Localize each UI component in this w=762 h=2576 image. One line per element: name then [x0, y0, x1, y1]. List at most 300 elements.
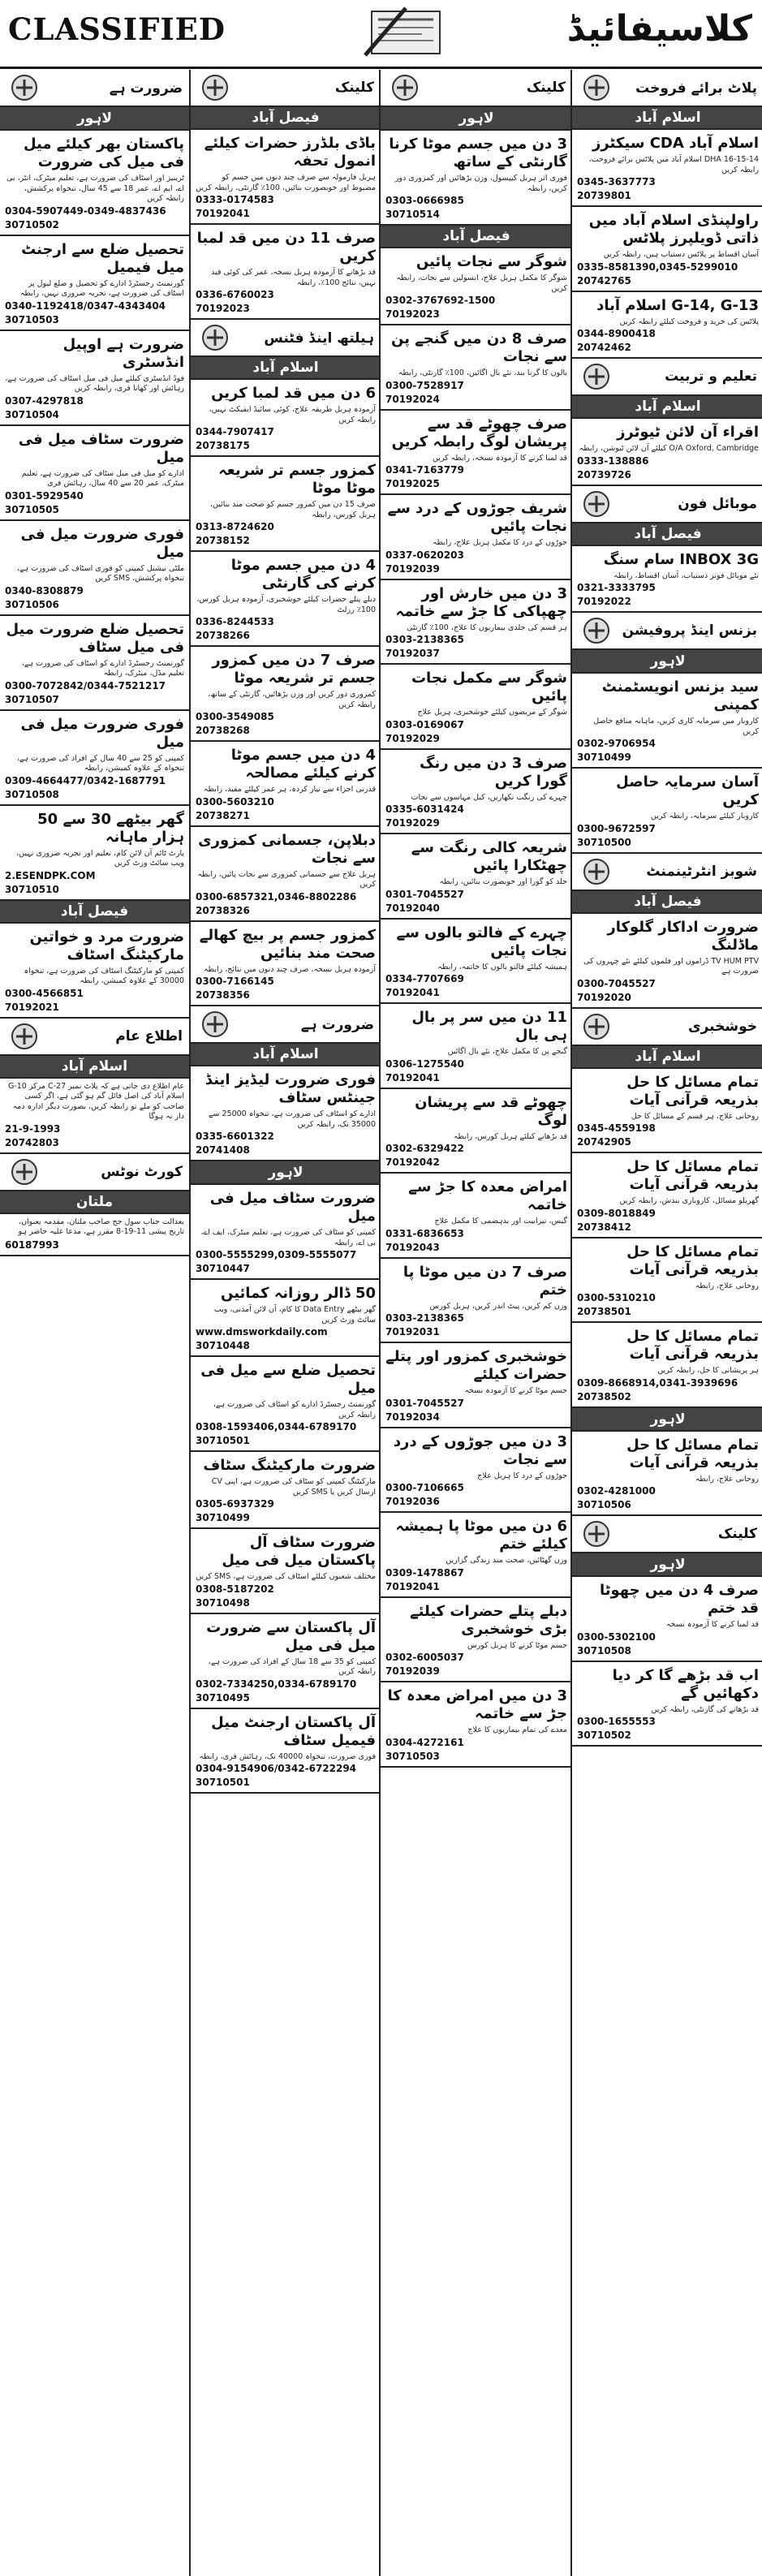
ad-phone: 0301-7045527 — [385, 888, 464, 900]
hiring-icon — [6, 72, 42, 103]
ad-headline: G-14, G-13 اسلام آباد — [596, 296, 759, 314]
ad-body: پارٹ ٹائم آن لائن کام، تعلیم اور تجربہ ضروری نہیں، ویب سائٹ وزٹ کریں — [16, 848, 184, 868]
classified-ad — [191, 1357, 381, 1452]
ad-headline: 4 دن میں جسم موٹا کرنے کیلئے مصالحہ — [230, 747, 376, 782]
ad-code: 20742803 — [5, 1136, 59, 1148]
ad-body: آسان اقساط پر پلاٹس دستیاب ہیں، رابطہ کریں — [603, 250, 759, 259]
section-title: بزنس اینڈ پروفیشن — [622, 622, 757, 639]
city-header: فیصل آباد — [572, 891, 762, 914]
ad-headline: تمام مسائل کا حل بذریعہ قرآنی آیات — [626, 1073, 759, 1109]
ad-headline: دبلے پتلے حضرات کیلئے بڑی خوشخبری — [410, 1602, 567, 1638]
ad-headline: راولپنڈی اسلام آباد میں ذاتی ڈویلپرز پلاٹس — [588, 212, 759, 247]
ad-headline: شریعہ کالی رنگت سے چھٹکارا پائیں — [411, 839, 567, 874]
ad-body: گیس، تیزابیت اور بدہضمی کا مکمل علاج — [434, 1217, 567, 1226]
ad-body: گورنمنٹ رجسٹرڈ ادارے کو اسٹاف کی ضرورت ہے، تعلیم مڈل، میٹرک، رابطہ — [21, 658, 184, 678]
education-icon — [579, 361, 614, 392]
ad-headline: اب قد بڑھے گا کر دیا دکھائیں گے — [612, 1666, 759, 1702]
classified-ad — [572, 292, 762, 360]
section-title: کورٹ نوٹس — [101, 1163, 183, 1180]
ad-phone: 0335-8581390,0345-5299010 — [577, 261, 738, 273]
columns — [0, 70, 762, 2576]
ad-body: بعدالت جناب سول جج صاحب ملتان، مقدمہ بعنوان، تاریخ پیشی 11-19-8 مقرر ہے، مدعا علیہ حاضر ہو — [18, 1217, 184, 1236]
ad-headline: پاکستان بھر کیلئے میل فی میل کی ضرورت — [23, 136, 184, 170]
ad-headline: 50 ڈالر روزانہ کمائیں — [221, 1285, 376, 1302]
ad-headline: سید بزنس انویسٹمنٹ کمپنی — [601, 678, 759, 713]
classified-ad — [381, 1259, 572, 1344]
ad-headline: شریف جوڑوں کے درد سے نجات پائیں — [387, 500, 567, 535]
ad-phone: 0300-6857321,0346-8802286 — [196, 890, 357, 902]
section-band — [572, 1516, 762, 1553]
ad-body: شوگر کا مکمل ہربل علاج، انسولین سے نجات، رابطہ کریں — [396, 274, 567, 293]
classified-ad — [0, 1079, 189, 1154]
ad-phone: 0333-0174583 — [196, 194, 274, 205]
ad-headline: 6 دن میں قد لمبا کریں — [211, 385, 376, 402]
ad-phone: 0300-5555299,0309-5555077 — [196, 1249, 357, 1260]
ad-headline: 11 دن میں سر پر بال ہی بال — [411, 1009, 567, 1044]
ad-headline: تحصیل ضلع سے میل فی میل — [200, 1362, 376, 1397]
ad-headline: شوگر سے مکمل نجات پائیں — [411, 670, 567, 704]
ad-code: 70192022 — [577, 596, 631, 607]
section-band — [191, 70, 381, 107]
for-sale-icon — [579, 72, 614, 103]
section-title: پلاٹ برائے فروخت — [635, 80, 757, 97]
section-title: شوبز انٹرٹینمنٹ — [646, 863, 757, 880]
city-header: لاہور — [381, 107, 572, 131]
ad-body: مارکیٹنگ کمپنی کو سٹاف کی ضرورت ہے، اپنی CV ارسال کریں یا SMS کریں — [211, 1477, 376, 1497]
ad-phone: 0303-0666985 — [385, 195, 464, 206]
ad-headline: تحصیل ضلع سے ارجنٹ میل فیمیل — [21, 240, 184, 276]
classified-ad — [191, 647, 381, 742]
ad-headline: خوشخبری کمزور اور پتلے حضرات کیلئے — [385, 1348, 567, 1383]
ad-body: فوری اثر ہربل کیپسول، وزن بڑھائیں اور کمزوری دور کریں، رابطہ — [394, 174, 567, 193]
classified-ad — [381, 1682, 572, 1768]
ad-phone: 0300-1655553 — [577, 1716, 656, 1727]
ad-body: کاروبار میں سرمایہ کاری کریں، ماہانہ منافع حاصل کریں — [593, 717, 759, 736]
classified-ad — [381, 1513, 572, 1598]
ad-phone: 0333-138886 — [577, 454, 649, 467]
ad-body: وزن کم کریں، پیٹ اندر کریں، ہربل کورس — [429, 1301, 567, 1311]
ad-phone: 0300-5603210 — [196, 795, 274, 808]
ad-headline: صرف 3 دن میں رنگ گورا کریں — [420, 754, 567, 790]
ad-code: 30710510 — [5, 883, 59, 895]
ad-body: قد بڑھانے کا آزمودہ ہربل نسخہ، عمر کی کوئی قید نہیں، نتائج 100٪، رابطہ — [211, 268, 376, 287]
ad-body: ادارے کو میل فی میل سٹاف کی ضرورت ہے، تعلیم میٹرک، عمر 20 سے 40 سال، رہائش فری — [21, 468, 184, 488]
ad-phone: 0309-1478867 — [385, 1566, 464, 1579]
ad-phone: 0313-8724620 — [196, 521, 274, 532]
classified-ad — [191, 1066, 381, 1161]
column-4 — [570, 70, 762, 2576]
ad-code: 60187993 — [5, 1238, 59, 1251]
section-band — [0, 70, 189, 107]
ad-code: 30710499 — [577, 752, 631, 763]
fitness-icon — [197, 322, 233, 353]
ad-headline: INBOX 3G سام سنگ — [603, 550, 759, 568]
ad-phone: 21-9-1993 — [5, 1122, 61, 1135]
ad-headline: آسان سرمایہ حاصل کریں — [616, 773, 759, 808]
ad-code: 70192029 — [385, 732, 440, 744]
classified-ad — [381, 665, 572, 750]
ad-body: ٹرینیز اور اسٹاف کی ضرورت ہے، تعلیم میٹرک، انٹر، بی اے، ایم اے، عمر 18 سے 45 سال، تنخواہ پرکشش، رابطہ کریں — [6, 174, 184, 203]
ad-phone: 0336-8244533 — [196, 616, 274, 627]
ad-body: ہر قسم کی جلدی بیماریوں کا علاج، 100٪ گارنٹی — [407, 622, 567, 632]
masthead-title-en: CLASSIFIED — [8, 11, 226, 47]
good-news-icon — [579, 1011, 614, 1042]
classified-ad — [572, 130, 762, 207]
ad-phone: 0302-7334250,0334-6789170 — [196, 1678, 357, 1690]
ad-code: 30710505 — [5, 503, 59, 515]
section-band — [572, 359, 762, 396]
ad-body: جسم موٹا کرنے کا ہربل کورس — [467, 1640, 567, 1650]
ad-code: 30710500 — [577, 836, 631, 848]
ad-headline: چھوٹے قد سے پریشان لوگ — [415, 1093, 567, 1129]
ad-code: 30710514 — [385, 209, 440, 220]
ad-code: 30710504 — [5, 408, 59, 420]
ad-headline: 3 دن میں جوڑوں کے درد سے نجات — [393, 1432, 567, 1468]
ad-code: 70192043 — [385, 1241, 440, 1253]
ad-body: TV HUM PTV ڈراموں اور فلموں کیلئے نئے چہروں کی ضرورت ہے — [583, 956, 759, 976]
ad-headline: کمزور جسم تر شریعہ موٹا موٹا — [218, 462, 376, 497]
section-title: خوشخبری — [688, 1018, 757, 1035]
ad-code: 20738326 — [196, 904, 250, 916]
ad-code: 30710501 — [196, 1435, 250, 1446]
hiring-icon — [197, 1009, 233, 1040]
classified-ad — [381, 1598, 572, 1683]
ad-headline: فوری ضرورت لیڈیز اینڈ جینٹس سٹاف — [204, 1071, 376, 1106]
ad-phone: 0300-5302100 — [577, 1630, 656, 1643]
ad-code: 70192042 — [385, 1157, 440, 1168]
ad-code: 30710506 — [5, 598, 59, 610]
ad-code: 20738152 — [196, 535, 250, 546]
ad-phone: 0300-7106665 — [385, 1482, 464, 1493]
section-title: ہیلتھ اینڈ فٹنس — [264, 330, 374, 347]
ad-body: کاروبار کیلئے سرمایہ، رابطہ کریں — [650, 812, 759, 821]
classified-ad — [191, 552, 381, 647]
section-band — [572, 1009, 762, 1046]
ad-body: کمپنی کو سٹاف کی ضرورت ہے، تعلیم میٹرک، ایف اے، بی اے، رابطہ — [200, 1228, 376, 1247]
ad-headline: فوری ضرورت میل فی میل — [20, 715, 184, 751]
ad-phone: 0337-0620203 — [385, 549, 464, 561]
ad-code: 70192041 — [385, 987, 440, 998]
classified-ad — [191, 1529, 381, 1614]
city-header: اسلام آباد — [191, 1044, 381, 1066]
classified-ad — [191, 1614, 381, 1709]
ad-headline: صرف 11 دن میں قد لمبا کریں — [196, 230, 376, 265]
ad-code: 70192041 — [385, 1071, 440, 1083]
ad-headline: اسلام آباد CDA سیکٹرز — [592, 135, 759, 152]
ad-code: 70192031 — [385, 1326, 440, 1338]
city-header: اسلام آباد — [572, 107, 762, 130]
ad-headline: فوری ضرورت میل فی میل — [20, 525, 184, 561]
ad-code: 30710506 — [577, 1499, 631, 1510]
business-icon — [579, 615, 614, 646]
ad-headline: تمام مسائل کا حل بذریعہ قرآنی آیات — [626, 1328, 759, 1363]
ad-code: 20738175 — [196, 440, 250, 451]
ad-code: 30710501 — [196, 1777, 250, 1788]
ad-body: ہر پریشانی کا حل، رابطہ کریں — [657, 1366, 759, 1375]
ad-phone: 0300-5310210 — [577, 1292, 656, 1303]
ad-headline: باڈی بلڈرز حضرات کیلئے انمول تحفہ — [204, 135, 376, 170]
ad-body: روحانی علاج، رابطہ — [695, 1474, 759, 1484]
ad-body: آزمودہ ہربل طریقہ علاج، کوئی سائیڈ ایفیکٹ نہیں، رابطہ کریں — [209, 405, 376, 424]
ad-code: 30710502 — [5, 218, 59, 230]
classified-ad — [572, 1069, 762, 1154]
classified-ad — [381, 1089, 572, 1174]
city-header: فیصل آباد — [572, 523, 762, 546]
ad-phone: 0306-1275540 — [385, 1058, 464, 1070]
ad-headline: ضرورت سٹاف آل پاکستان میل فی میل — [222, 1534, 376, 1569]
ad-body: ادارے کو اسٹاف کی ضرورت ہے، تنخواہ 25000 سے 35000 تک، رابطہ کریں — [208, 1109, 376, 1129]
ad-headline: 3 دن میں جسم موٹا کرنا گارنٹی کے ساتھ — [389, 136, 567, 170]
ad-body: جوڑوں کے درد کا ہربل علاج — [477, 1471, 567, 1480]
ad-headline: امراض معدہ کا جڑ سے خاتمہ — [408, 1178, 567, 1213]
classified-ad — [572, 419, 762, 486]
city-header: لاہور — [572, 650, 762, 674]
city-header: فیصل آباد — [381, 226, 572, 248]
classified-ad — [191, 922, 381, 1007]
classified-ad — [572, 769, 762, 854]
city-header: اسلام آباد — [572, 1046, 762, 1069]
ad-body: آزمودہ ہربل نسخہ، صرف چند دنوں میں نتائج، رابطہ — [203, 964, 376, 974]
ad-code: 70192025 — [385, 478, 440, 489]
ad-headline: تمام مسائل کا حل بذریعہ قرآنی آیات — [626, 1243, 759, 1278]
ad-body: فوری ضرورت، تنخواہ 40000 تک، رہائش فری، رابطہ — [199, 1751, 376, 1761]
city-header: اسلام آباد — [0, 1056, 189, 1079]
ad-headline: ضرورت اداکار گلوکار ماڈلنگ — [607, 918, 759, 954]
ad-phone: 2.ESENDPK.COM — [5, 869, 96, 881]
ad-code: 70192036 — [385, 1496, 440, 1507]
classified-ad — [572, 1432, 762, 1517]
ad-body: ملٹی نیشنل کمپنی کو فوری اسٹاف کی ضرورت ہے، تنخواہ پرکشش، SMS کریں — [16, 563, 184, 583]
ad-headline: چہرے کے فالتو بالوں سے نجات پائیں — [396, 924, 567, 959]
ad-phone: 0305-6937329 — [196, 1498, 274, 1510]
ad-phone: 0335-6601322 — [196, 1131, 274, 1142]
masthead-title-ur: کلاسیفائیڈ — [566, 8, 752, 50]
ad-code: 20742765 — [577, 274, 631, 286]
ad-body: نئے موبائل فونز دستیاب، آسان اقساط، رابطہ — [613, 571, 759, 580]
classified-ad — [381, 750, 572, 835]
ad-phone: 0308-1593406,0344-6789170 — [196, 1421, 357, 1432]
ad-headline: 3 دن میں امراض معدہ کا جڑ سے خاتمہ — [387, 1687, 567, 1722]
classified-ad — [191, 225, 381, 320]
section-title: ضرورت ہے — [300, 1016, 374, 1033]
classified-ad — [381, 495, 572, 580]
ad-headline: اقراء آن لائن ٹیوٹرز — [617, 424, 759, 441]
ad-headline: تمام مسائل کا حل بذریعہ قرآنی آیات — [626, 1158, 759, 1193]
ad-code: 70192041 — [196, 208, 250, 219]
ad-phone: 0300-7166145 — [196, 976, 274, 987]
ad-headline: 3 دن میں خارش اور چھپاکی کا جڑ سے خاتمہ — [395, 584, 567, 620]
classified-ad — [381, 248, 572, 325]
ad-code: 30710448 — [196, 1340, 250, 1351]
classified-ad — [191, 1185, 381, 1280]
classified-ad — [0, 806, 189, 901]
classified-ad — [381, 834, 572, 920]
city-header: فیصل آباد — [191, 107, 381, 130]
ad-body: وزن گھٹائیں، صحت مند زندگی گزاریں — [446, 1556, 567, 1565]
ad-headline: شوگر سے نجات پائیں — [415, 253, 567, 270]
notice-icon — [6, 1021, 42, 1052]
ad-code: 30710503 — [5, 313, 59, 325]
classified-ad — [0, 236, 189, 331]
ad-body: کمزوری دور کریں اور وزن بڑھائیں، گارنٹی کے ساتھ، رابطہ کریں — [208, 690, 376, 709]
ad-phone: 0334-7707669 — [385, 973, 464, 984]
classified-ad — [0, 521, 189, 616]
clinic-icon — [387, 72, 423, 103]
section-band — [572, 854, 762, 891]
ad-body: شوگر کے مریضوں کیلئے خوشخبری، ہربل علاج — [417, 708, 567, 717]
ad-phone: 0340-1192418/0347-4343404 — [5, 299, 166, 312]
ad-phone: 0321-3333795 — [577, 582, 656, 593]
section-title: موبائل فون — [678, 495, 757, 512]
classified-ad — [0, 331, 189, 426]
section-title: ضرورت ہے — [109, 80, 183, 97]
ad-body: ہمیشہ کیلئے فالتو بالوں کا خاتمہ، رابطہ — [437, 962, 567, 971]
column-3 — [379, 70, 572, 2576]
ad-body: گھر بیٹھے Data Entry کا کام، آن لائن آمدنی، ویب سائٹ وزٹ کریں — [213, 1305, 376, 1325]
ad-phone: 0303-0169067 — [385, 718, 464, 730]
ad-code: 30710447 — [196, 1263, 250, 1274]
classified-ad — [572, 1153, 762, 1238]
ad-body: عام اطلاع دی جاتی ہے کہ پلاٹ نمبر 27-C مرکز G-10 اسلام آباد کی اصل فائل گم ہو گئی ہے، اگر کسی صاحب کو ملے تو رابطہ کریں، بصورت دیگر ادارہ ذمہ دار نہ ہوگا — [7, 1081, 184, 1121]
ad-headline: آل پاکستان ارجنٹ میل فیمیل سٹاف — [211, 1713, 376, 1749]
ad-body: ہربل علاج سے جسمانی کمزوری سے نجات پائیں، رابطہ کریں — [197, 869, 376, 889]
ad-body: جوڑوں کے درد کا مکمل ہربل علاج، رابطہ — [432, 538, 567, 547]
classified-ad — [381, 1343, 572, 1428]
section-title: کلینک — [526, 80, 566, 96]
court-icon — [6, 1157, 42, 1187]
city-header: اسلام آباد — [572, 396, 762, 419]
ad-phone: 0300-4566851 — [5, 987, 84, 999]
ad-code: 70192040 — [385, 902, 440, 914]
classified-ad — [191, 1709, 381, 1794]
ad-code: 70192023 — [385, 308, 440, 320]
ad-phone: 0307-4297818 — [5, 394, 84, 407]
ad-code: 30710503 — [385, 1750, 440, 1762]
city-header: فیصل آباد — [0, 901, 189, 924]
clinic-icon — [579, 1518, 614, 1549]
ad-headline: دبلاپن، جسمانی کمزوری سے نجات — [198, 831, 376, 867]
classified-ad — [191, 1280, 381, 1357]
ad-code: 20742905 — [577, 1136, 631, 1148]
ad-phone: 0302-9706954 — [577, 738, 656, 749]
ad-phone: 0302-3767692-1500 — [385, 295, 496, 306]
column-2 — [189, 70, 381, 2576]
ad-phone: 0336-6760023 — [196, 289, 274, 300]
clinic-icon — [197, 72, 233, 103]
ad-headline: صرف 7 دن میں موٹا پا ختم — [403, 1263, 567, 1299]
ad-body: قد لمبا کرنے کا آزمودہ نسخہ — [665, 1620, 759, 1629]
ad-body: قدرتی اجزاء سے تیار کردہ، ہر عمر کیلئے مفید، رابطہ — [203, 785, 376, 794]
classified-ad — [381, 411, 572, 496]
column-1 — [0, 70, 189, 2576]
ad-headline: کمزور جسم پر بیچ کھالے صحت مند بنائیں — [199, 926, 376, 962]
section-band — [572, 613, 762, 650]
ad-body: کمپنی کو 25 سے 40 سال کے افراد کی ضرورت ہے، تنخواہ کے علاوہ کمیشن، رابطہ — [16, 753, 184, 773]
ad-headline: ضرورت مرد و خواتین مارکیٹنگ اسٹاف — [29, 928, 184, 963]
classified-ad — [191, 130, 381, 225]
classified-ad — [381, 325, 572, 411]
ad-phone: 0303-2138365 — [385, 634, 464, 645]
ad-body: بالوں کا گرنا بند، نئے بال اگائیں، 100٪ گارنٹی، رابطہ — [398, 368, 567, 377]
city-header: لاہور — [572, 1553, 762, 1577]
ad-phone: 0303-2138365 — [385, 1312, 464, 1324]
ad-headline: آل پاکستان سے ضرورت میل فی میل — [206, 1618, 376, 1654]
classified-ad — [381, 1174, 572, 1259]
ad-code: 70192023 — [196, 303, 250, 314]
ad-phone: 0345-4559198 — [577, 1122, 656, 1134]
ad-body: فوڈ انڈسٹری کیلئے میل فی میل اسٹاف کی ضرورت ہے، رہائش اور کھانا فری، رابطہ کریں — [5, 373, 184, 393]
ad-body: O/A Oxford, Cambridge کیلئے آن لائن ٹیوشن، رابطہ — [579, 444, 759, 453]
ad-code: 20739726 — [577, 468, 631, 480]
ad-code: 20741408 — [196, 1144, 250, 1156]
section-band — [191, 320, 381, 357]
ad-headline: 4 دن میں جسم موٹا کرنے کی گارنٹی — [230, 557, 376, 592]
newspaper-pen-icon — [357, 5, 454, 60]
ad-phone: 0304-4272161 — [385, 1736, 464, 1748]
ad-code: 20742462 — [577, 342, 631, 353]
ad-phone: www.dmsworkdaily.com — [196, 1326, 328, 1338]
ad-body: DHA 16-15-14 اسلام آباد میں پلاٹس برائے فروخت، رابطہ کریں — [588, 155, 759, 174]
ad-code: 20738268 — [196, 725, 250, 736]
ad-body: قد بڑھانے کی گارنٹی، رابطہ کریں — [651, 1704, 759, 1714]
ad-phone: 0302-6329422 — [385, 1143, 464, 1154]
ad-body: روحانی علاج، ہر قسم کے مسائل کا حل — [631, 1111, 759, 1121]
ad-phone: 0301-5929540 — [5, 489, 84, 502]
classified-ad — [191, 742, 381, 827]
ad-body: گھریلو مسائل، کاروباری بندش، رابطہ کریں — [619, 1196, 759, 1205]
ad-code: 20738356 — [196, 989, 250, 1001]
ad-body: جسم موٹا کرنے کا آزمودہ نسخہ — [464, 1386, 567, 1395]
ad-code: 30710495 — [196, 1691, 250, 1704]
ad-phone: 0335-6031424 — [385, 803, 464, 815]
ad-headline: صرف 4 دن میں چھوٹا قد ختم — [599, 1582, 759, 1617]
ad-body: قد لمبا کرنے کا آزمودہ نسخہ، رابطہ کریں — [433, 453, 567, 463]
mobile-icon — [579, 489, 614, 519]
ad-phone: 0304-5907449-0349-4837436 — [5, 205, 166, 217]
ad-headline: تحصیل ضلع ضرورت میل فی میل سٹاف — [6, 620, 184, 656]
classified-ad — [572, 914, 762, 1009]
ad-phone: 0300-3549085 — [196, 711, 274, 722]
ad-code: 20738501 — [577, 1306, 631, 1317]
ad-code: 70192029 — [385, 817, 440, 829]
classified-ad — [191, 380, 381, 457]
section-title: کلینک — [717, 1526, 757, 1542]
ad-code: 30710507 — [5, 693, 59, 705]
city-header: لاہور — [191, 1161, 381, 1185]
ad-code: 30710508 — [577, 1644, 631, 1656]
ad-body: مختلف شعبوں کیلئے اسٹاف کی ضرورت ہے، SMS کریں — [196, 1572, 376, 1581]
classified-ad — [381, 1004, 572, 1089]
ad-code: 70192034 — [385, 1411, 440, 1423]
ad-body: روحانی علاج، رابطہ — [695, 1281, 759, 1290]
classified-ad — [0, 924, 189, 1019]
ad-code: 70192024 — [385, 393, 440, 405]
ad-phone: 0344-7907417 — [196, 426, 274, 437]
city-header: اسلام آباد — [191, 357, 381, 380]
ad-headline: صرف 7 دن میں کمزور جسم تر شریعہ موٹا — [212, 652, 376, 687]
ad-code: 70192020 — [577, 991, 631, 1003]
ad-headline: 6 دن میں موٹا پا ہمیشہ کیلئے ختم — [395, 1518, 567, 1553]
ad-body: پلاٹس کی خرید و فروخت کیلئے رابطہ کریں — [619, 317, 759, 326]
ad-headline: ضرورت سٹاف میل فی میل — [18, 430, 184, 466]
ad-body: معدے کی تمام بیماریوں کا علاج — [467, 1725, 567, 1734]
ad-headline: گھر بیٹھے 30 سے 50 ہزار ماہانہ — [37, 810, 184, 846]
ad-phone: 0344-8900418 — [577, 328, 656, 339]
classified-ad — [381, 580, 572, 666]
city-header: لاہور — [0, 107, 189, 131]
ad-body: جلد کو گورا اور خوبصورت بنائیں، رابطہ — [439, 877, 567, 886]
ad-headline: تمام مسائل کا حل بذریعہ قرآنی آیات — [626, 1436, 759, 1471]
